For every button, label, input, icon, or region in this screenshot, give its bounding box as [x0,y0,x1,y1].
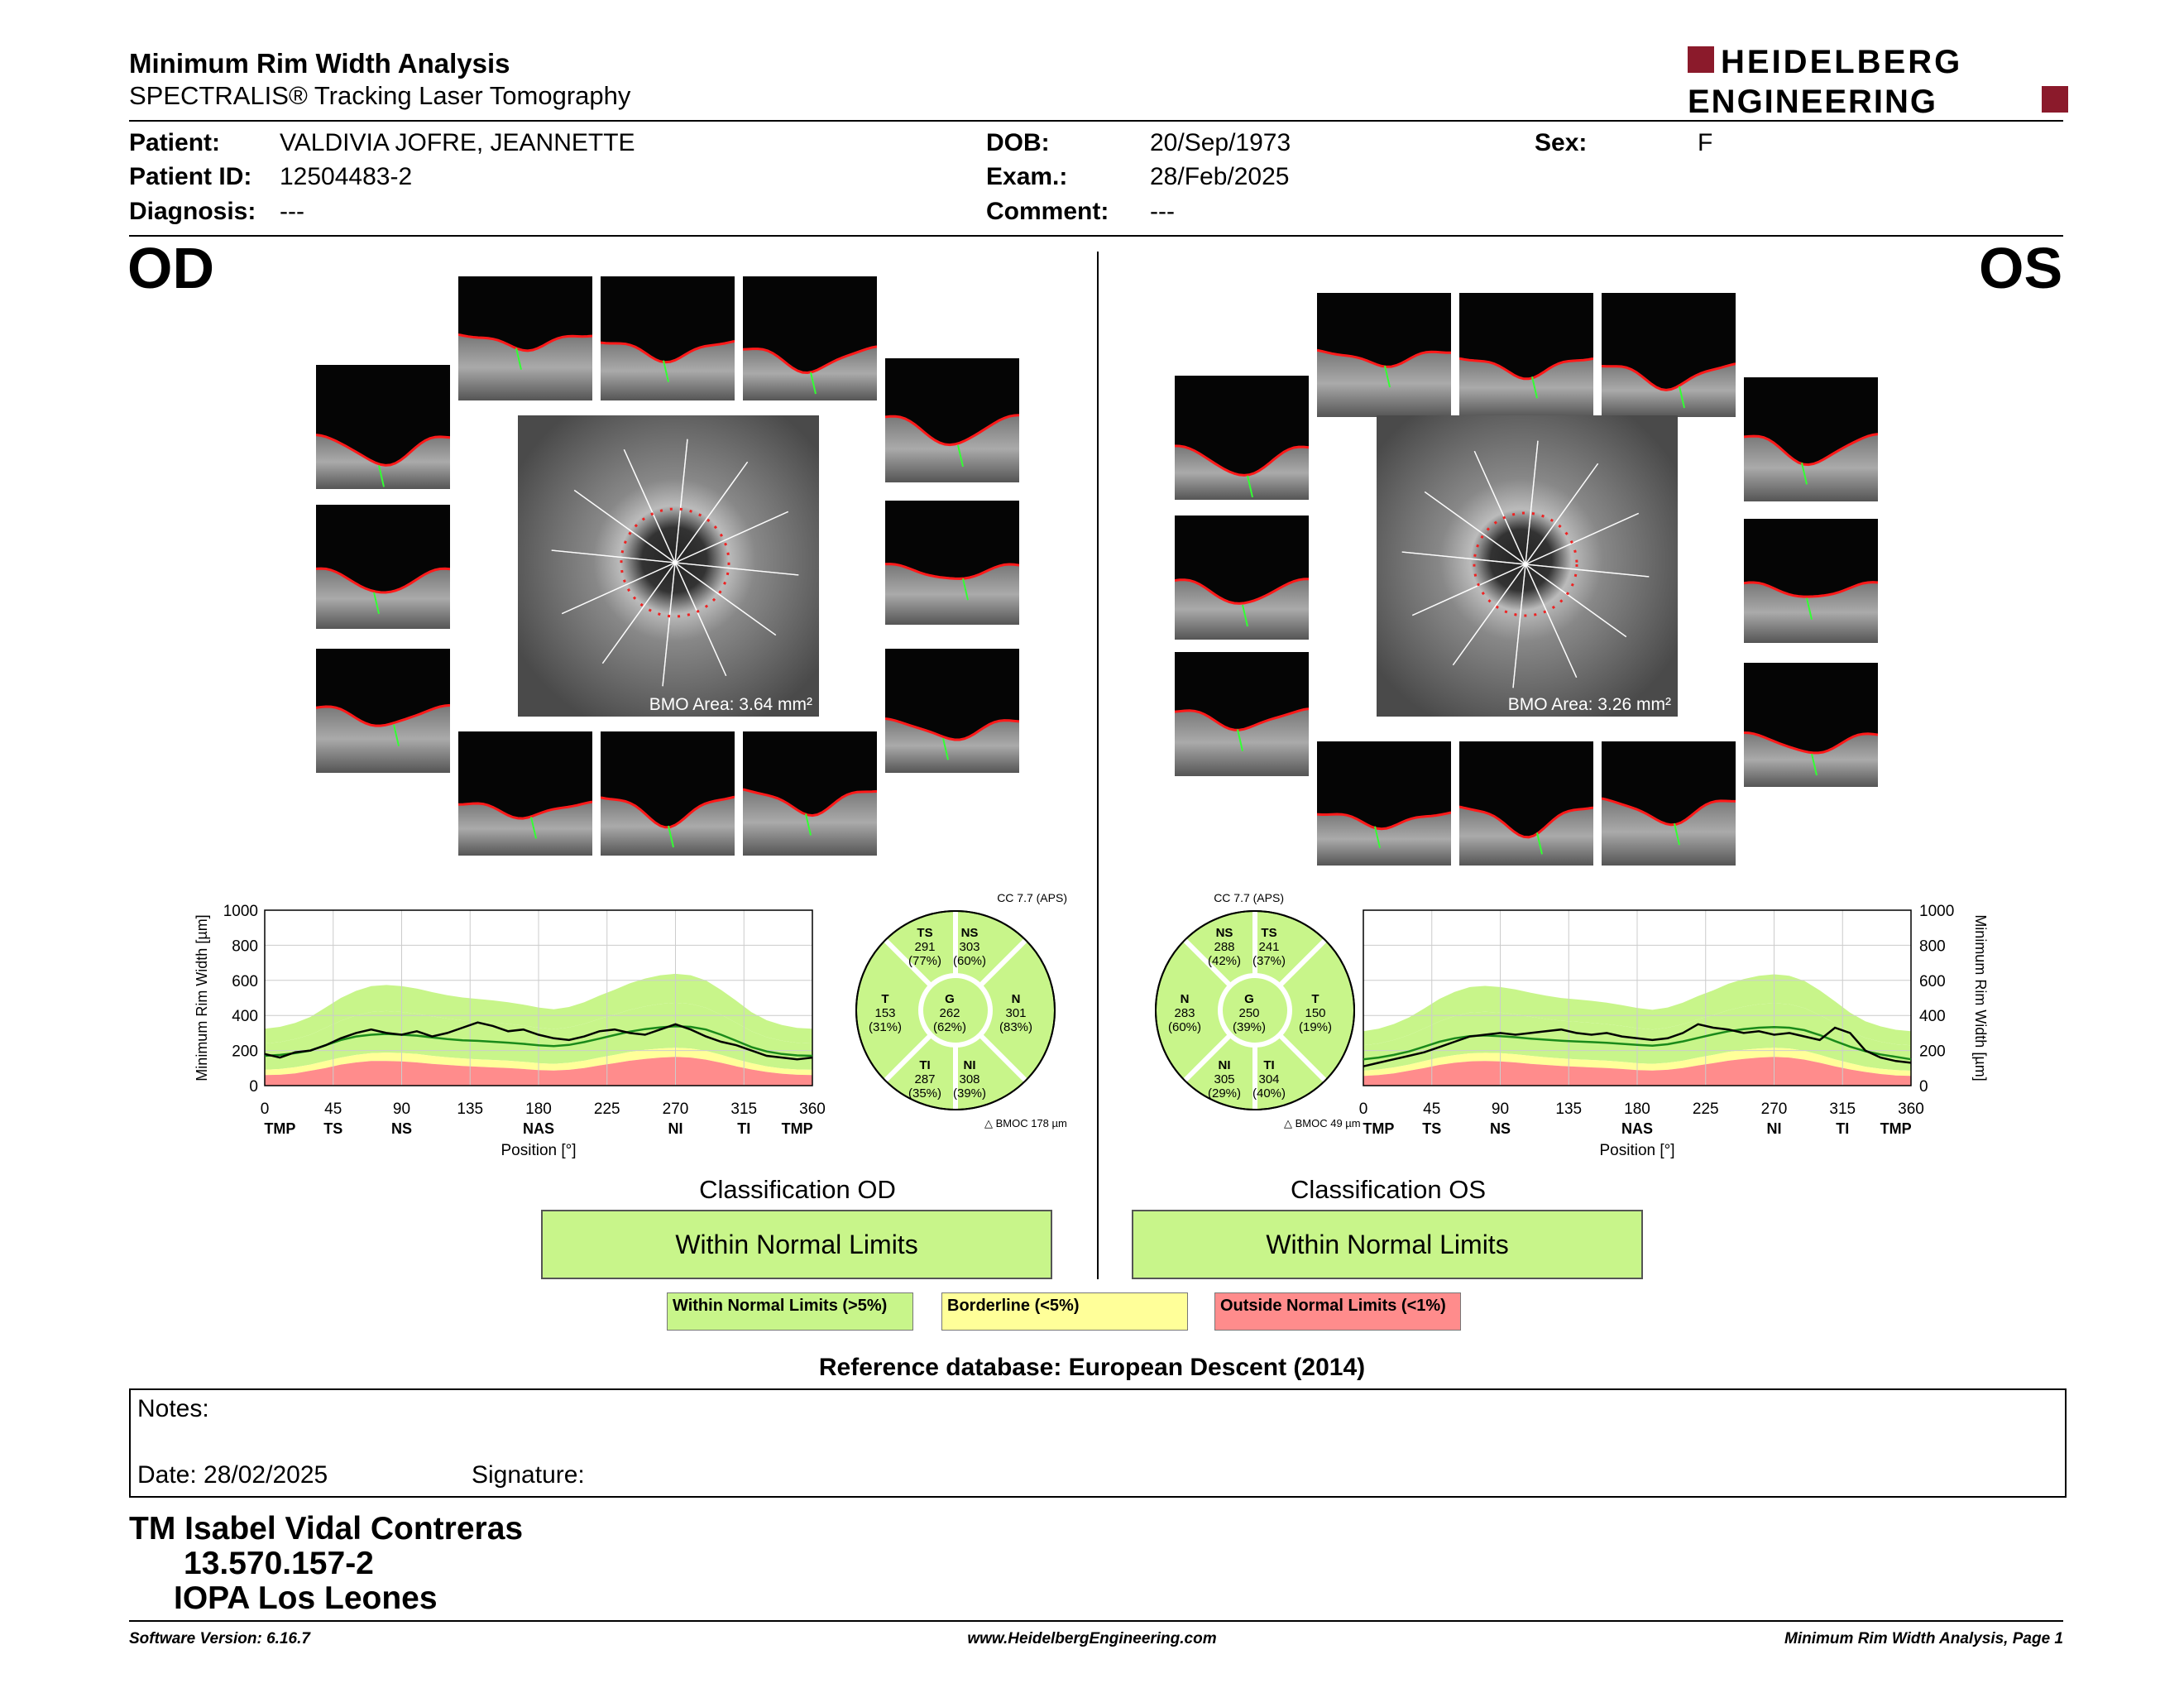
oct-scan [1459,741,1593,866]
sector-ts-text: 241 [1258,940,1280,954]
sector-ns-text: 303 [959,940,980,954]
sector-label: NAS [522,1120,555,1137]
sector-ns-text: NS [1215,926,1233,940]
oct-scan [316,365,450,489]
diagnosis-value: --- [280,198,304,225]
oct-svg [1317,293,1451,417]
os-sector-diagram [1135,890,1375,1130]
y-tick-label: 0 [1919,1078,1928,1096]
sector-g-text: (39%) [1232,1020,1267,1034]
oct-scan [1175,652,1309,776]
oct-scan [1317,293,1451,417]
sector-ts-text: (37%) [1252,954,1286,968]
sector-n-text: (83%) [999,1020,1033,1034]
patient-name: VALDIVIA JOFRE, JEANNETTE [280,129,635,156]
y-tick-label: 600 [1919,972,1946,990]
patient-label: Patient: [129,129,221,156]
sector-g-text: 250 [1238,1006,1260,1020]
oct-svg [743,276,877,400]
y-tick-label: 1000 [223,903,258,920]
y-tick-label: 800 [1919,938,1946,956]
x-tick-label: 0 [1358,1101,1368,1118]
diagnosis-label: Diagnosis: [129,198,256,225]
os-mrw-graph [1357,902,1994,1175]
x-tick-label: 225 [1692,1101,1719,1118]
oct-scan [885,358,1019,482]
x-tick-label: 225 [593,1101,620,1118]
cc-label: CC 7.7 (APS) [997,891,1067,904]
x-tick-label: 0 [260,1101,270,1118]
sector-label: NS [390,1120,413,1137]
x-tick-label: 90 [1491,1101,1510,1118]
fundus-svg [518,415,819,717]
legend-onl: Outside Normal Limits (<1%) [1214,1292,1461,1331]
oct-svg [1459,741,1593,866]
svg-text:HEIDELBERG: HEIDELBERG [1721,44,1963,80]
notes-date: Date: 28/02/2025 [137,1461,328,1489]
exam-value: 28/Feb/2025 [1150,163,1290,190]
x-tick-label: 360 [1898,1101,1924,1118]
sex-label: Sex: [1535,129,1588,156]
oct-scan [1602,741,1736,866]
svg-text:ENGINEERING: ENGINEERING [1688,84,1938,117]
oct-svg [1602,293,1736,417]
x-tick-label: 270 [662,1101,689,1118]
cc-label: CC 7.7 (APS) [1214,891,1284,904]
oct-svg [1744,377,1878,501]
sector-label: TI [1836,1120,1850,1137]
x-axis-label: Position [°] [500,1142,577,1159]
x-axis-label: Position [°] [1599,1142,1675,1159]
sector-n-text: N [1180,992,1190,1006]
oct-svg [1175,516,1309,640]
oct-svg [743,731,877,856]
od-bmo-area: BMO Area: 3.64 mm² [649,695,812,714]
oct-svg [1744,519,1878,643]
notes-label: Notes: [137,1395,209,1422]
sector-ni-text: 308 [959,1072,980,1086]
oct-svg [601,731,735,856]
os-label: OS [1979,236,2063,300]
os-bmo-area: BMO Area: 3.26 mm² [1507,695,1671,714]
y-tick-label: 1000 [1919,903,1955,920]
sector-n-text: (60%) [1167,1020,1202,1034]
oct-svg [885,358,1019,482]
oct-scan [1175,516,1309,640]
notes-box [129,1388,2067,1498]
sector-ns-text: (42%) [1207,954,1242,968]
oct-svg [601,276,735,400]
od-label: OD [127,236,214,300]
signer-name: TM Isabel Vidal Contreras [129,1511,524,1547]
y-tick-label: 200 [232,1043,258,1061]
x-tick-label: 45 [1423,1101,1441,1118]
od-fundus-image [518,415,819,717]
oct-svg [885,501,1019,625]
sector-ti-text: TI [919,1058,931,1072]
od-classification-title: Classification OD [699,1175,896,1204]
sector-ti-text: (40%) [1252,1086,1286,1101]
x-tick-label: 180 [1624,1101,1650,1118]
oct-svg [316,365,450,489]
sector-ns-text: 288 [1214,940,1235,954]
x-tick-label: 180 [525,1101,552,1118]
signer-id: 13.570.157-2 [184,1546,374,1581]
oct-scan [743,731,877,856]
x-tick-label: 135 [457,1101,484,1118]
sector-label: NS [1489,1120,1511,1137]
sector-n-text: 301 [1005,1006,1027,1020]
y-tick-label: 600 [232,972,258,990]
bmoc-label: △ BMOC 178 µm [984,1117,1067,1129]
sector-label: NI [668,1120,683,1137]
x-tick-label: 315 [1829,1101,1856,1118]
oct-svg [316,649,450,773]
od-sector-diagram [836,890,1075,1130]
od-mrw-graph [190,902,827,1175]
x-tick-label: 135 [1555,1101,1583,1118]
sector-g-text: (62%) [932,1020,967,1034]
sector-t-text: T [1311,992,1320,1006]
oct-scan [1744,519,1878,643]
oct-scan [885,501,1019,625]
oct-scan [316,649,450,773]
y-tick-label: 0 [249,1078,258,1096]
oct-scan [1602,293,1736,417]
oct-scan [458,276,592,400]
software-version: Software Version: 6.16.7 [129,1630,310,1647]
sector-label: TS [323,1120,343,1137]
oct-scan [1459,293,1593,417]
header-divider [129,120,2063,122]
heidelberg-logo [1688,43,2068,117]
sector-ni-text: (29%) [1207,1086,1242,1101]
sector-t-text: 150 [1305,1006,1326,1020]
bmoc-label: △ BMOC 49 µm [1284,1117,1361,1129]
sector-ni-text: NI [1218,1058,1231,1072]
y-tick-label: 400 [232,1008,258,1026]
oct-scan [1744,663,1878,787]
oct-scan [601,731,735,856]
oct-svg [1459,293,1593,417]
legend-wnl: Within Normal Limits (>5%) [667,1292,913,1331]
x-tick-label: 90 [392,1101,411,1118]
oct-svg [885,649,1019,773]
oct-svg [458,276,592,400]
sector-g-text: 262 [939,1006,960,1020]
oct-scan [885,649,1019,773]
sector-g-text: G [945,992,955,1006]
od-classification-box: Within Normal Limits [541,1210,1052,1279]
sector-ts-text: TS [1261,926,1277,940]
dob-value: 20/Sep/1973 [1150,129,1291,156]
patient-id: 12504483-2 [280,163,413,190]
oct-svg [1175,376,1309,500]
oct-svg [316,505,450,629]
website: www.HeidelbergEngineering.com [967,1630,1217,1647]
sex-value: F [1698,129,1713,156]
oct-scan [1744,377,1878,501]
sector-n-text: N [1011,992,1021,1006]
oct-scan [458,731,592,856]
oct-svg [1744,663,1878,787]
dob-label: DOB: [986,129,1050,156]
oct-svg [1175,652,1309,776]
sector-label: TS [1422,1120,1442,1137]
footer-divider [129,1620,2063,1622]
oct-scan [1175,376,1309,500]
os-classification-box: Within Normal Limits [1132,1210,1643,1279]
sector-ns-text: NS [960,926,979,940]
oct-svg [1602,741,1736,866]
oct-scan [1317,741,1451,866]
fundus-svg [1377,415,1678,717]
os-fundus-image [1377,415,1678,717]
sector-n-text: 283 [1174,1006,1195,1020]
oct-svg [458,731,592,856]
sector-ts-text: TS [917,926,933,940]
sector-label: NAS [1621,1120,1654,1137]
y-tick-label: 800 [232,938,258,956]
center-divider [1097,252,1099,1279]
signer-institution: IOPA Los Leones [174,1580,438,1616]
page-number: Minimum Rim Width Analysis, Page 1 [1784,1630,2063,1647]
x-tick-label: 270 [1760,1101,1788,1118]
sector-label: NI [1766,1120,1782,1137]
y-tick-label: 200 [1919,1043,1946,1061]
sector-ti-text: 287 [914,1072,936,1086]
comment-value: --- [1150,198,1175,225]
oct-svg [1317,741,1451,866]
report-title: Minimum Rim Width Analysis [129,48,510,79]
sector-label: TMP [781,1120,813,1137]
oct-scan [316,505,450,629]
x-tick-label: 45 [324,1101,342,1118]
x-tick-label: 315 [730,1101,758,1118]
oct-scan [743,276,877,400]
y-axis-label: Minimum Rim Width [µm] [194,914,210,1081]
sector-ni-text: (39%) [952,1086,987,1101]
patient-divider [129,235,2063,237]
sector-ts-text: (77%) [908,954,942,968]
legend-borderline: Borderline (<5%) [941,1292,1188,1331]
sector-t-text: (31%) [868,1020,903,1034]
reference-database: Reference database: European Descent (2014) [818,1354,1366,1381]
comment-label: Comment: [986,198,1109,225]
sector-g-text: G [1244,992,1254,1006]
sector-label: TMP [1880,1120,1912,1137]
sector-t-text: 153 [874,1006,896,1020]
x-tick-label: 360 [799,1101,826,1118]
os-classification-title: Classification OS [1290,1175,1487,1204]
sector-t-text: T [881,992,889,1006]
notes-signature: Signature: [472,1461,585,1489]
patient-id-label: Patient ID: [129,163,252,190]
sector-ti-text: (35%) [908,1086,942,1101]
oct-scan [601,276,735,400]
sector-ni-text: NI [963,1058,976,1072]
y-tick-label: 400 [1919,1008,1946,1026]
exam-label: Exam.: [986,163,1068,190]
sector-ti-text: TI [1263,1058,1275,1072]
sector-t-text: (19%) [1298,1020,1333,1034]
y-axis-label: Minimum Rim Width [µm] [1972,914,1989,1081]
sector-label: TMP [1363,1120,1395,1137]
sector-ni-text: 305 [1214,1072,1235,1086]
sector-label: TMP [264,1120,296,1137]
sector-ti-text: 304 [1258,1072,1280,1086]
sector-label: TI [737,1120,751,1137]
sector-ts-text: 291 [914,940,936,954]
sector-ns-text: (60%) [952,954,987,968]
report-subtitle: SPECTRALIS® Tracking Laser Tomography [129,81,631,110]
